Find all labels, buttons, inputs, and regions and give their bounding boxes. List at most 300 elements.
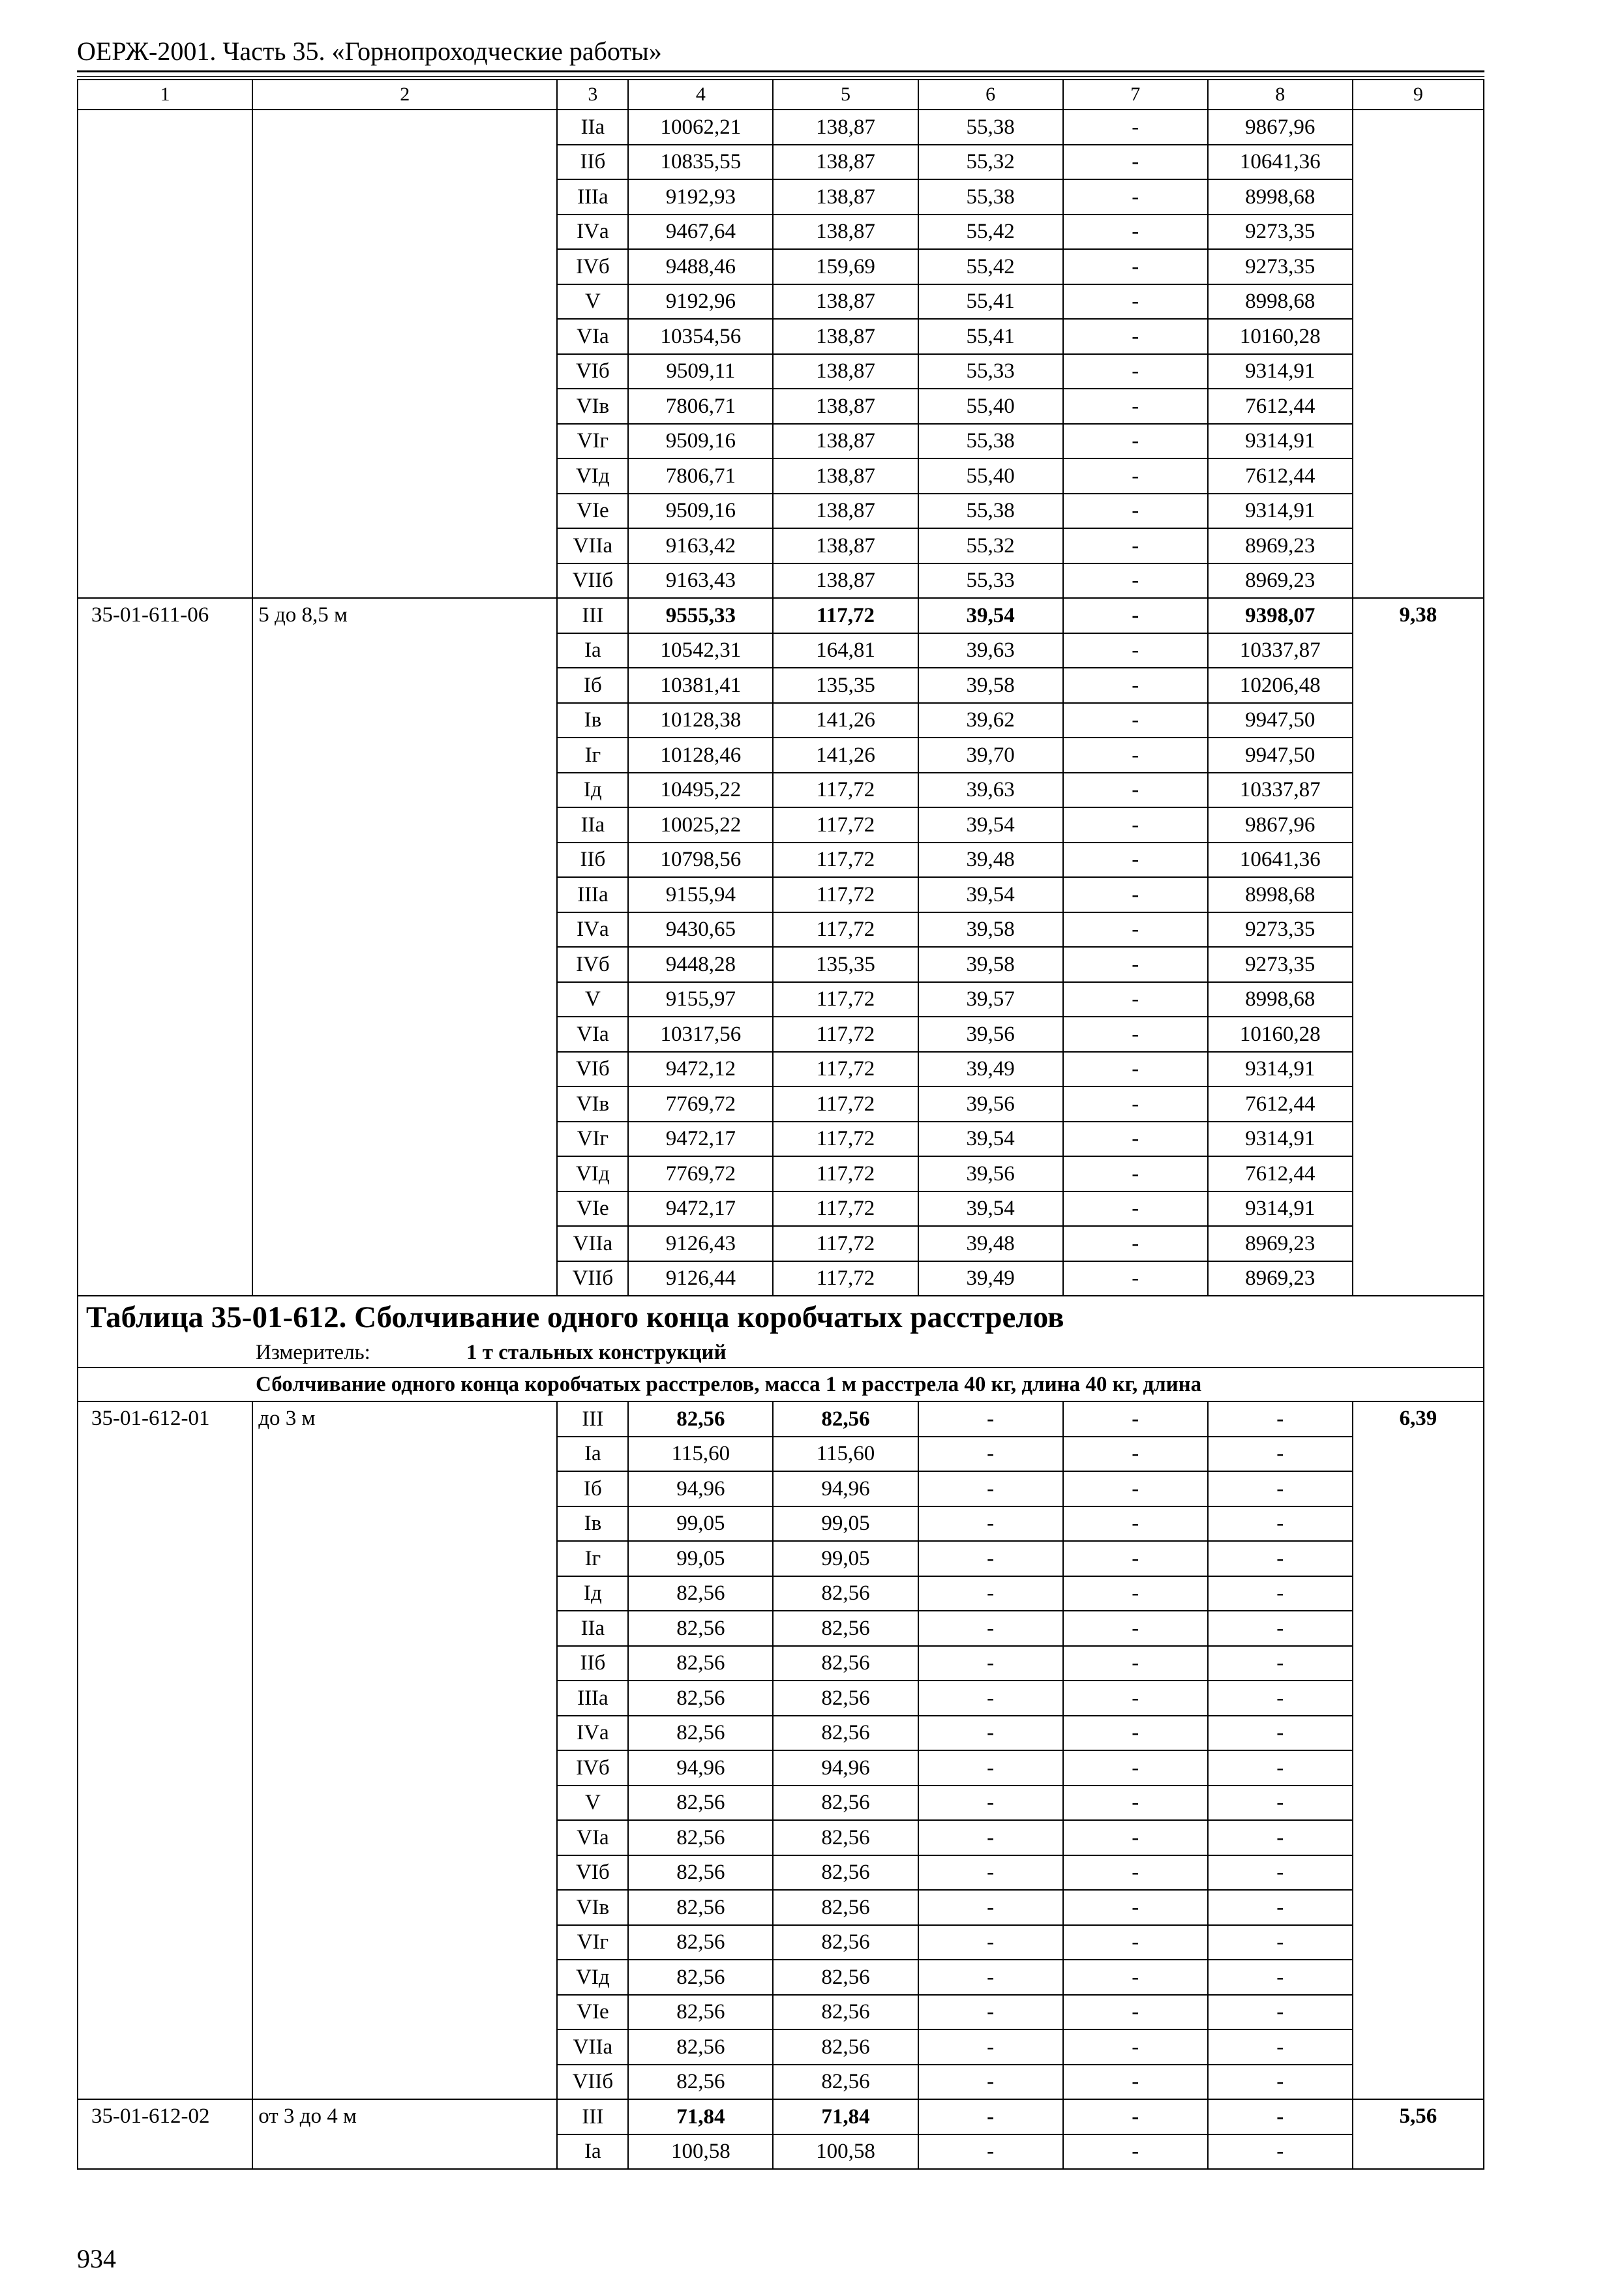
value-cell: 138,87 <box>773 458 918 494</box>
value-cell: 82,56 <box>628 2029 773 2065</box>
value-cell: 138,87 <box>773 354 918 389</box>
value-cell: 117,72 <box>773 1261 918 1296</box>
value-cell: 138,87 <box>773 494 918 529</box>
value-cell: 8998,68 <box>1208 284 1353 320</box>
zone-cell: VIг <box>557 1925 628 1960</box>
value-cell: 9273,35 <box>1208 947 1353 982</box>
column-number-cell: 7 <box>1063 80 1208 110</box>
value-cell: - <box>1063 528 1208 563</box>
zone-cell: VIе <box>557 1995 628 2030</box>
value-cell: 138,87 <box>773 110 918 145</box>
value-cell: 117,72 <box>773 1052 918 1087</box>
value-cell: 8998,68 <box>1208 179 1353 215</box>
value-cell: 100,58 <box>773 2134 918 2170</box>
value-cell: - <box>918 1681 1063 1716</box>
value-cell: 82,56 <box>628 1820 773 1855</box>
value-cell: 39,54 <box>918 1122 1063 1157</box>
measure-value: 1 т стальных конструкций <box>466 1341 727 1364</box>
value-cell: 7806,71 <box>628 389 773 424</box>
value-cell: - <box>1063 110 1208 145</box>
header-rule-thick <box>77 70 1484 72</box>
value-cell: 82,56 <box>628 1646 773 1681</box>
zone-cell: Iв <box>557 703 628 738</box>
value-cell: 82,56 <box>628 1995 773 2030</box>
value-cell: 141,26 <box>773 703 918 738</box>
value-cell: 9126,44 <box>628 1261 773 1296</box>
value-cell: - <box>1208 1611 1353 1646</box>
value-cell: 82,56 <box>628 1925 773 1960</box>
zone-cell: VIг <box>557 424 628 459</box>
value-cell: - <box>1063 2065 1208 2100</box>
value-cell: - <box>1063 633 1208 668</box>
measure-label: Измеритель: <box>256 1341 370 1364</box>
value-cell: - <box>918 1786 1063 1821</box>
zone-cell: Iа <box>557 2134 628 2170</box>
value-cell: 138,87 <box>773 145 918 180</box>
value-cell: - <box>918 2065 1063 2100</box>
value-cell: - <box>1208 1576 1353 1611</box>
zone-cell: VIе <box>557 494 628 529</box>
value-cell: - <box>1063 1681 1208 1716</box>
value-cell: 7612,44 <box>1208 1086 1353 1122</box>
value-cell: - <box>918 2134 1063 2170</box>
zone-cell: III <box>557 1401 628 1437</box>
value-cell: 82,56 <box>628 1890 773 1925</box>
value-cell: 39,54 <box>918 1191 1063 1227</box>
value-cell: 10354,56 <box>628 319 773 354</box>
value-cell: 55,38 <box>918 494 1063 529</box>
value-cell: 117,72 <box>773 1156 918 1191</box>
value-cell: 117,72 <box>773 773 918 808</box>
value-cell: 117,72 <box>773 1226 918 1261</box>
value-cell: - <box>918 1995 1063 2030</box>
value-cell: 55,38 <box>918 424 1063 459</box>
zone-cell: Iа <box>557 1437 628 1472</box>
value-cell: 7612,44 <box>1208 1156 1353 1191</box>
value-cell: - <box>918 1576 1063 1611</box>
value-cell: 10798,56 <box>628 843 773 878</box>
value-cell: 9472,17 <box>628 1122 773 1157</box>
value-cell: - <box>1063 877 1208 912</box>
value-cell: 71,84 <box>628 2099 773 2134</box>
zone-cell: IIIа <box>557 877 628 912</box>
value-cell: - <box>1208 1890 1353 1925</box>
value-cell: 9867,96 <box>1208 110 1353 145</box>
value-cell: - <box>1208 2029 1353 2065</box>
value-cell: - <box>1063 354 1208 389</box>
value-cell: - <box>1063 249 1208 284</box>
value-cell: 117,72 <box>773 598 918 633</box>
value-cell: 82,56 <box>773 1925 918 1960</box>
labor-cost-cell: 6,39 <box>1353 1401 1484 2099</box>
value-cell: 138,87 <box>773 215 918 250</box>
value-cell: 138,87 <box>773 319 918 354</box>
value-cell: 117,72 <box>773 877 918 912</box>
value-cell: 10641,36 <box>1208 145 1353 180</box>
value-cell: 135,35 <box>773 668 918 703</box>
value-cell: - <box>918 1890 1063 1925</box>
value-cell: 39,56 <box>918 1086 1063 1122</box>
value-cell: 39,49 <box>918 1261 1063 1296</box>
value-cell: - <box>1063 145 1208 180</box>
column-number-row <box>78 80 1484 110</box>
rates-table-body <box>78 80 1484 2169</box>
value-cell: - <box>918 1401 1063 1437</box>
value-cell: - <box>1063 912 1208 948</box>
value-cell: 138,87 <box>773 179 918 215</box>
value-cell: 39,57 <box>918 982 1063 1017</box>
zone-cell: VIб <box>557 1052 628 1087</box>
value-cell: 9314,91 <box>1208 1122 1353 1157</box>
zone-cell: VIб <box>557 1855 628 1891</box>
zone-cell: IIб <box>557 843 628 878</box>
value-cell: - <box>1208 1820 1353 1855</box>
zone-cell: VIг <box>557 1122 628 1157</box>
value-cell: 10206,48 <box>1208 668 1353 703</box>
value-cell: - <box>1063 807 1208 843</box>
value-cell: - <box>1063 1820 1208 1855</box>
zone-cell: Iг <box>557 1541 628 1576</box>
value-cell: 7612,44 <box>1208 389 1353 424</box>
value-cell: - <box>1063 1437 1208 1472</box>
column-number-cell: 1 <box>78 80 252 110</box>
zone-cell: V <box>557 284 628 320</box>
value-cell: - <box>1063 494 1208 529</box>
value-cell: 9448,28 <box>628 947 773 982</box>
value-cell: - <box>918 1471 1063 1506</box>
value-cell: 82,56 <box>628 1681 773 1716</box>
value-cell: 9314,91 <box>1208 424 1353 459</box>
value-cell: 8969,23 <box>1208 528 1353 563</box>
value-cell: 8969,23 <box>1208 563 1353 599</box>
value-cell: 7769,72 <box>628 1156 773 1191</box>
value-cell: 138,87 <box>773 424 918 459</box>
value-cell: - <box>1063 1750 1208 1786</box>
value-cell: 9467,64 <box>628 215 773 250</box>
labor-cost-cell: 9,38 <box>1353 598 1484 1296</box>
zone-cell: IIа <box>557 807 628 843</box>
value-cell: 82,56 <box>773 1855 918 1891</box>
value-cell: 138,87 <box>773 528 918 563</box>
zone-cell: VIв <box>557 389 628 424</box>
value-cell: 7806,71 <box>628 458 773 494</box>
value-cell: 82,56 <box>628 1960 773 1995</box>
value-cell: 9947,50 <box>1208 738 1353 773</box>
rate-description-cell: 5 до 8,5 м <box>252 598 557 1296</box>
value-cell: 39,48 <box>918 843 1063 878</box>
zone-cell: VIIа <box>557 2029 628 2065</box>
zone-cell: IIа <box>557 1611 628 1646</box>
value-cell: 10337,87 <box>1208 773 1353 808</box>
value-cell: 7612,44 <box>1208 458 1353 494</box>
rate-code-cell <box>78 110 252 598</box>
value-cell: 9509,11 <box>628 354 773 389</box>
rate-description-cell: от 3 до 4 м <box>252 2099 557 2169</box>
zone-cell: VIа <box>557 1820 628 1855</box>
value-cell: 10317,56 <box>628 1017 773 1052</box>
rate-description-cell: до 3 м <box>252 1401 557 2099</box>
value-cell: 82,56 <box>773 1611 918 1646</box>
value-cell: - <box>1208 1437 1353 1472</box>
value-cell: 55,40 <box>918 389 1063 424</box>
value-cell: 9314,91 <box>1208 354 1353 389</box>
table-row <box>78 2099 1484 2134</box>
value-cell: 99,05 <box>773 1506 918 1542</box>
value-cell: - <box>1063 1786 1208 1821</box>
value-cell: 82,56 <box>773 1995 918 2030</box>
value-cell: 8969,23 <box>1208 1261 1353 1296</box>
value-cell: - <box>1063 1541 1208 1576</box>
value-cell: - <box>1063 179 1208 215</box>
zone-cell: III <box>557 598 628 633</box>
value-cell: - <box>1063 284 1208 320</box>
value-cell: 10062,21 <box>628 110 773 145</box>
value-cell: - <box>918 1855 1063 1891</box>
value-cell: - <box>1208 1960 1353 1995</box>
value-cell: 55,41 <box>918 319 1063 354</box>
labor-cost-cell <box>1353 110 1484 598</box>
value-cell: 7769,72 <box>628 1086 773 1122</box>
value-cell: 99,05 <box>773 1541 918 1576</box>
zone-cell: VIа <box>557 319 628 354</box>
value-cell: - <box>1063 1646 1208 1681</box>
value-cell: 10381,41 <box>628 668 773 703</box>
value-cell: 9273,35 <box>1208 215 1353 250</box>
value-cell: - <box>1063 1890 1208 1925</box>
value-cell: 39,56 <box>918 1017 1063 1052</box>
value-cell: 39,63 <box>918 773 1063 808</box>
value-cell: 9488,46 <box>628 249 773 284</box>
value-cell: - <box>1208 2134 1353 2170</box>
column-number-cell: 6 <box>918 80 1063 110</box>
value-cell: - <box>1063 843 1208 878</box>
value-cell: 10128,46 <box>628 738 773 773</box>
table-row <box>78 110 1484 145</box>
value-cell: - <box>1063 458 1208 494</box>
value-cell: - <box>918 1750 1063 1786</box>
value-cell: - <box>1208 1786 1353 1821</box>
value-cell: - <box>1063 1925 1208 1960</box>
value-cell: 10128,38 <box>628 703 773 738</box>
value-cell: 55,32 <box>918 145 1063 180</box>
value-cell: 9126,43 <box>628 1226 773 1261</box>
zone-cell: IVб <box>557 947 628 982</box>
value-cell: 9947,50 <box>1208 703 1353 738</box>
zone-cell: Iв <box>557 1506 628 1542</box>
value-cell: - <box>1208 1471 1353 1506</box>
value-cell: 117,72 <box>773 1017 918 1052</box>
value-cell: 10641,36 <box>1208 843 1353 878</box>
value-cell: 117,72 <box>773 843 918 878</box>
value-cell: - <box>1208 1925 1353 1960</box>
measure-row <box>78 1338 1484 1368</box>
value-cell: 39,48 <box>918 1226 1063 1261</box>
zone-cell: VIIб <box>557 563 628 599</box>
value-cell: 82,56 <box>773 1716 918 1751</box>
value-cell: 39,58 <box>918 947 1063 982</box>
column-number-cell: 9 <box>1353 80 1484 110</box>
value-cell: - <box>1208 1401 1353 1437</box>
value-cell: - <box>1208 1995 1353 2030</box>
zone-cell: IVб <box>557 1750 628 1786</box>
value-cell: 9509,16 <box>628 494 773 529</box>
value-cell: 94,96 <box>628 1750 773 1786</box>
column-number-cell: 2 <box>252 80 557 110</box>
value-cell: - <box>1208 2099 1353 2134</box>
column-number-cell: 8 <box>1208 80 1353 110</box>
value-cell: 9314,91 <box>1208 1191 1353 1227</box>
value-cell: - <box>1063 563 1208 599</box>
value-cell: 9430,65 <box>628 912 773 948</box>
value-cell: 9163,42 <box>628 528 773 563</box>
value-cell: - <box>1063 1506 1208 1542</box>
value-cell: 9398,07 <box>1208 598 1353 633</box>
value-cell: 39,54 <box>918 598 1063 633</box>
value-cell: 10025,22 <box>628 807 773 843</box>
zone-cell: VIIб <box>557 2065 628 2100</box>
value-cell: 117,72 <box>773 807 918 843</box>
value-cell: 117,72 <box>773 1122 918 1157</box>
value-cell: 55,42 <box>918 249 1063 284</box>
value-cell: - <box>1208 1506 1353 1542</box>
value-cell: 8969,23 <box>1208 1226 1353 1261</box>
column-number-cell: 5 <box>773 80 918 110</box>
value-cell: - <box>918 1960 1063 1995</box>
value-cell: - <box>918 2029 1063 2065</box>
zone-cell: IIб <box>557 145 628 180</box>
value-cell: 9555,33 <box>628 598 773 633</box>
zone-cell: Iб <box>557 1471 628 1506</box>
measure-cell <box>78 1338 1484 1368</box>
value-cell: 39,56 <box>918 1156 1063 1191</box>
value-cell: 138,87 <box>773 284 918 320</box>
value-cell: - <box>1063 319 1208 354</box>
value-cell: 10160,28 <box>1208 1017 1353 1052</box>
value-cell: - <box>1063 668 1208 703</box>
value-cell: 117,72 <box>773 1191 918 1227</box>
value-cell: - <box>1063 1401 1208 1437</box>
value-cell: 115,60 <box>628 1437 773 1472</box>
value-cell: 9472,12 <box>628 1052 773 1087</box>
value-cell: 55,38 <box>918 179 1063 215</box>
value-cell: 9192,96 <box>628 284 773 320</box>
zone-cell: IVа <box>557 912 628 948</box>
value-cell: 159,69 <box>773 249 918 284</box>
value-cell: - <box>918 1820 1063 1855</box>
table-title-row <box>78 1296 1484 1338</box>
value-cell: 55,40 <box>918 458 1063 494</box>
zone-cell: IVб <box>557 249 628 284</box>
zone-cell: V <box>557 982 628 1017</box>
value-cell: - <box>1063 2029 1208 2065</box>
value-cell: - <box>1208 1646 1353 1681</box>
value-cell: 55,42 <box>918 215 1063 250</box>
value-cell: 39,54 <box>918 877 1063 912</box>
value-cell: 117,72 <box>773 982 918 1017</box>
value-cell: - <box>1208 1750 1353 1786</box>
column-number-cell: 3 <box>557 80 628 110</box>
value-cell: - <box>1063 424 1208 459</box>
value-cell: 82,56 <box>773 1890 918 1925</box>
value-cell: 39,58 <box>918 912 1063 948</box>
value-cell: - <box>1063 2134 1208 2170</box>
value-cell: - <box>1063 1261 1208 1296</box>
rate-description-cell <box>252 110 557 598</box>
value-cell: 82,56 <box>773 1646 918 1681</box>
value-cell: 9509,16 <box>628 424 773 459</box>
value-cell: 82,56 <box>628 2065 773 2100</box>
value-cell: - <box>918 1646 1063 1681</box>
value-cell: - <box>918 2099 1063 2134</box>
value-cell: 39,54 <box>918 807 1063 843</box>
value-cell: - <box>1063 1471 1208 1506</box>
value-cell: 135,35 <box>773 947 918 982</box>
value-cell: 39,62 <box>918 703 1063 738</box>
value-cell: - <box>918 1541 1063 1576</box>
zone-cell: VIIб <box>557 1261 628 1296</box>
value-cell: - <box>1063 1960 1208 1995</box>
zone-cell: Iа <box>557 633 628 668</box>
value-cell: 55,33 <box>918 354 1063 389</box>
value-cell: - <box>918 1716 1063 1751</box>
value-cell: 8998,68 <box>1208 982 1353 1017</box>
value-cell: - <box>1063 1156 1208 1191</box>
rate-code-cell: 35-01-612-01 <box>78 1401 252 2099</box>
value-cell: - <box>1208 2065 1353 2100</box>
value-cell: - <box>1063 1191 1208 1227</box>
zone-cell: VIIа <box>557 528 628 563</box>
value-cell: 99,05 <box>628 1541 773 1576</box>
value-cell: 9163,43 <box>628 563 773 599</box>
zone-cell: VIIа <box>557 1226 628 1261</box>
work-description: Сболчивание одного конца коробчатых расстрелов, масса 1 м расстрела 40 кг, длина 40 кг, длина <box>78 1368 1484 1401</box>
labor-cost-cell: 5,56 <box>1353 2099 1484 2169</box>
value-cell: 55,41 <box>918 284 1063 320</box>
zone-cell: Iг <box>557 738 628 773</box>
zone-cell: V <box>557 1786 628 1821</box>
zone-cell: VIд <box>557 1156 628 1191</box>
value-cell: 82,56 <box>773 1576 918 1611</box>
zone-cell: VIв <box>557 1890 628 1925</box>
value-cell: - <box>1063 1611 1208 1646</box>
zone-cell: VIб <box>557 354 628 389</box>
value-cell: 82,56 <box>773 1786 918 1821</box>
value-cell: - <box>918 1437 1063 1472</box>
rate-code-cell: 35-01-612-02 <box>78 2099 252 2169</box>
value-cell: 100,58 <box>628 2134 773 2170</box>
header-rule-thin <box>77 76 1484 77</box>
value-cell: - <box>1063 773 1208 808</box>
zone-cell: Iб <box>557 668 628 703</box>
value-cell: - <box>1063 1716 1208 1751</box>
value-cell: - <box>1063 947 1208 982</box>
zone-cell: IIIа <box>557 179 628 215</box>
value-cell: 117,72 <box>773 912 918 948</box>
value-cell: 138,87 <box>773 389 918 424</box>
value-cell: 82,56 <box>773 1960 918 1995</box>
value-cell: - <box>918 1506 1063 1542</box>
value-cell: - <box>1063 598 1208 633</box>
value-cell: 82,56 <box>773 1820 918 1855</box>
page-header-title: ОЕРЖ-2001. Часть 35. «Горнопроходческие работы» <box>77 37 662 66</box>
column-number-cell: 4 <box>628 80 773 110</box>
value-cell: 9155,97 <box>628 982 773 1017</box>
value-cell: - <box>918 1611 1063 1646</box>
zone-cell: VIв <box>557 1086 628 1122</box>
rates-table <box>77 79 1484 2170</box>
value-cell: - <box>1063 2099 1208 2134</box>
value-cell: 82,56 <box>773 1401 918 1437</box>
